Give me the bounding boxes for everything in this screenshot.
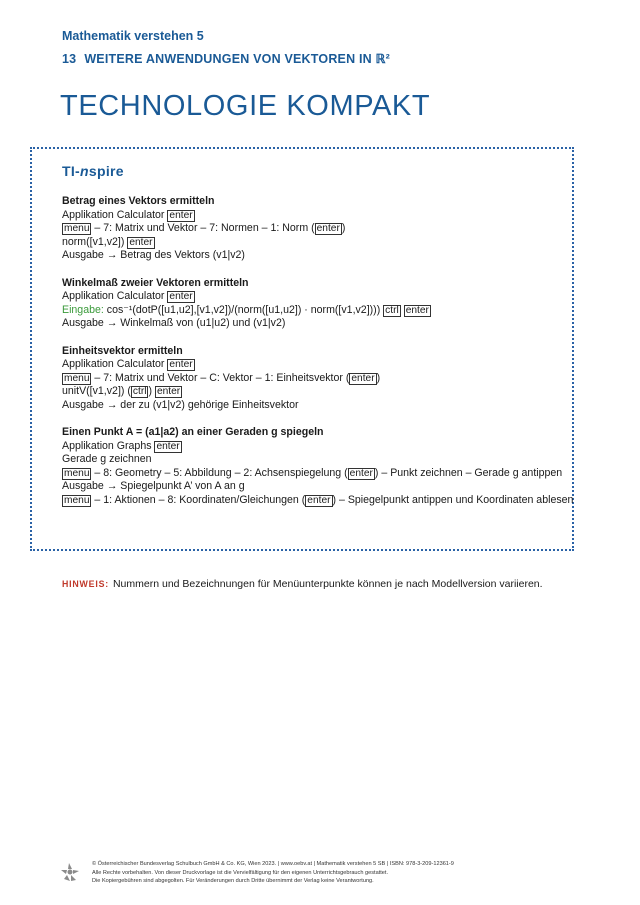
instruction-section: [62, 345, 562, 413]
section-title: Einen Punkt A = (a1|a2) an einer Geraden g spiegeln: [62, 426, 324, 439]
instruction-text: Gerade g zeichnen: [62, 453, 152, 466]
instruction-text: ) – Spiegelpunkt antippen und Koordinaten ablesen: [332, 494, 574, 507]
page-title: TECHNOLOGIE KOMPAKT: [60, 90, 431, 122]
instruction-line: [62, 453, 562, 467]
instruction-line: [62, 317, 562, 331]
chapter-number: 13: [62, 52, 77, 66]
instruction-text: Applikation Calculator: [62, 290, 168, 303]
section-title: Betrag eines Vektors ermitteln: [62, 195, 215, 207]
instruction-line: [62, 494, 574, 508]
ctrl-key: ctrl: [132, 386, 147, 398]
instruction-section: [62, 277, 562, 331]
instruction-text: Applikation Graphs: [62, 439, 155, 452]
book-title: Mathematik verstehen 5: [62, 29, 204, 43]
enter-key: enter: [169, 359, 193, 371]
enter-key: enter: [351, 372, 375, 384]
instruction-text: Ausgabe → Betrag des Vektors (v1|v2): [62, 249, 245, 262]
instruction-line: [62, 480, 562, 494]
instruction-text: Ausgabe → Spiegelpunkt A’ von A an g: [62, 480, 245, 493]
chapter-title: WEITERE ANWENDUNGEN VON VEKTOREN IN ℝ²: [84, 52, 391, 66]
box-title: TI-nspire: [62, 163, 124, 179]
instruction-line: [62, 290, 562, 304]
menu-key: menu: [64, 372, 90, 384]
instruction-line: [62, 358, 562, 372]
instruction-line: [62, 372, 562, 386]
chapter-heading: [62, 51, 390, 66]
instruction-line: [62, 249, 562, 263]
instruction-text: – 7: Matrix und Vektor – C: Vektor – 1: Einheitsvektor (: [91, 371, 350, 384]
instruction-text: ) – Punkt zeichnen – Gerade g antippen: [374, 466, 563, 479]
instruction-section: [62, 195, 562, 263]
enter-key: enter: [156, 440, 180, 452]
instruction-line: [62, 440, 562, 454]
instruction-text: – 1: Aktionen – 8: Koordinaten/Gleichungen (: [91, 494, 306, 507]
instruction-text: Ausgabe → Winkelmaß von (u1|u2) und (v1|v2): [62, 317, 286, 330]
publisher-logo-icon: [60, 862, 80, 882]
instruction-text: cos⁻¹(dotP([u1,u2],[v1,v2])/(norm([u1,u2]) · norm([v1,v2]))): [103, 303, 384, 316]
instruction-text: Applikation Calculator: [62, 208, 168, 221]
instruction-text: Ausgabe → der zu (v1|v2) gehörige Einheitsvektor: [62, 398, 299, 411]
menu-key: menu: [64, 223, 90, 235]
input-label: Eingabe:: [62, 303, 104, 316]
instruction-text: unitV([v1,v2]) (: [62, 385, 131, 398]
instruction-section: [62, 426, 574, 508]
instruction-text: ): [341, 222, 346, 235]
enter-key: enter: [405, 304, 429, 316]
instruction-line: [62, 236, 562, 250]
enter-key: enter: [169, 209, 193, 221]
enter-key: enter: [307, 495, 331, 507]
enter-key: enter: [316, 223, 340, 235]
instructions: [62, 195, 574, 521]
enter-key: enter: [129, 236, 153, 248]
instruction-text: ): [376, 371, 381, 384]
section-title: Winkelmaß zweier Vektoren ermitteln: [62, 276, 249, 289]
instruction-text: ): [148, 385, 155, 398]
enter-key: enter: [156, 386, 181, 398]
hint-note: [62, 578, 543, 590]
section-title: Einheitsvektor ermitteln: [62, 344, 183, 357]
technology-box: [30, 147, 574, 551]
instruction-line: [62, 467, 562, 481]
instruction-text: – 8: Geometry – 5: Abbildung – 2: Achsenspiegelung (: [91, 466, 348, 479]
hint-label: HINWEIS:: [62, 579, 109, 589]
instruction-text: Applikation Calculator: [62, 358, 168, 371]
menu-key: menu: [64, 467, 90, 479]
instruction-line: [62, 304, 562, 318]
enter-key: enter: [349, 467, 373, 479]
footer-copyright: © Österreichischer Bundesverlag Schulbuch GmbH & Co. KG, Wien 2023. | www.oebv.at | Mathematik verstehen 5 SB | ISBN: 978-3-209-12361-9 Alle Rechte vorbehalten. Von dieser Druckvorlage ist die Vervielfältigung für den eigenen Unterrichtsgebrauch gestattet. Die Kopiergebühren sind abgegolten. Für Veränderungen durch Dritte übernimmt der Verlag keine Verantwortung.: [92, 861, 454, 885]
instruction-line: [62, 209, 562, 223]
enter-key: enter: [169, 291, 193, 303]
ctrl-key: ctrl: [385, 304, 399, 316]
instruction-text: norm([v1,v2]): [62, 235, 128, 248]
hint-text: Nummern und Bezeichnungen für Menüunterpunkte können je nach Modellversion variieren.: [112, 578, 543, 590]
menu-key: menu: [64, 495, 90, 507]
instruction-line: [62, 385, 562, 399]
instruction-line: [62, 222, 562, 236]
instruction-text: – 7: Matrix und Vektor – 7: Normen – 1: Norm (: [91, 222, 315, 235]
instruction-line: [62, 399, 562, 413]
